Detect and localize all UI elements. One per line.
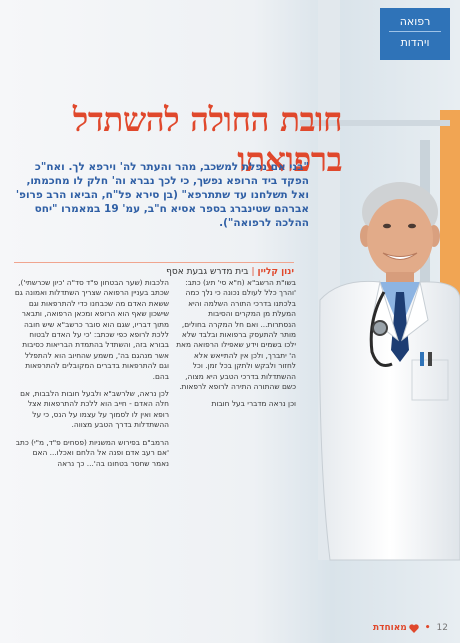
author-affiliation: בית מדרש גבעת אסף	[166, 267, 249, 277]
article-column-left	[14, 278, 169, 476]
section-label-medicine: רפואה	[399, 15, 431, 28]
paragraph: וכן נראה מדברי בעל חובות	[211, 399, 296, 409]
page-number: 12	[436, 623, 448, 633]
article-lead-quote: "בני אם נפלת למשכב, מהר והעתר לה' וירפא לך. ואח"כ הפקד ביד הרופא נפשך, כי לכך נברא וה' חלק לו מחכמתו, ואל תשלחנו עד שתתרפא" (בן סירא פל"ח, הביאו הרב פרופ' אברהם שטינברג בספר אסיא ח"ב, עמ' 19 במאמרו "יחס ההלכה לרפואה").	[15, 161, 309, 229]
footer-bullet: •	[424, 623, 431, 633]
author-name: ינון קליין	[257, 267, 294, 277]
heart-icon	[409, 624, 419, 633]
article-title: חובת החולה להשתדל ברפואתו	[72, 100, 342, 180]
brand-logo	[373, 623, 419, 633]
article-byline	[14, 262, 294, 277]
paragraph: הרמב"ם בפירוש המשניות (פסחים פ"ד, מ"י) כתב 'אם רעב אדם ופנה אל הלחם ואכלו... האם נאמר שחסר בטחונו בה'... כך נראה	[15, 437, 169, 468]
section-tab[interactable]	[380, 8, 450, 60]
byline-divider: |	[251, 267, 255, 277]
brand-name: מאוחדת	[373, 623, 407, 633]
article-column-right	[176, 278, 296, 417]
paragraph: הלכבות (שער הבטחון פ"ד סד"ה 'כיון שכרשתי'), שכתב בעניין הרפואה שצריך השתדלות ואמונה גם ששאת האדם מה שכבחנו כדי להתרפאות וגם שישכון שאף הוא הרופא ומכאן הרפואה, ותבאר מתוך דבריו, שגם הוא סובר כרשב"א שיש חובה ללכת לרופא כפי שכתב: 'כי על האדם לבטוח בבורא בזה, והשתדל בהתמדת הבריאות כסיבות אשר מנהגם בה', משמע שהחיוב הוא להתפלל וגם להתרפאות בדברים המקובלים להתרפאות בהם.	[14, 278, 169, 381]
paragraph: לכן נראה, שלרשב"א ולבעל חובות הלבבות, אם חלה האדם - חייב הוא ללכת להתרפאות אצל רופא ואין לו לסמוך על עצמו על הנס, כי על ההשתדלות בדרך הטבע מצווה.	[20, 389, 169, 430]
section-tab-divider	[389, 31, 441, 32]
paragraph: בשו"ת הרשב"א (ח"א סי' תיג) כתב: 'והרך כלל לעולם נכונה כי נלך כמה בלכתנו בדרכי התורה השלמה והיא המעלת מן המקרים והסיבות הנסתרות... ואם חל המקרה בחולים, מותר להתעסק ברפואות ובלבד שלא ילכו בשמים וידע שאפילו הרפואה מאת ה' יתברך, ולכן אין להתייאש אלא לחזור ולבקש ולתקן בכל זמן. וכל ההשתדלות בדרכי הטבע היא מצוה, כשם שהתורה התירה לרופא לרפאות.	[176, 278, 296, 392]
section-label-judaism: ויהדות	[400, 36, 430, 49]
page-footer	[373, 623, 448, 633]
